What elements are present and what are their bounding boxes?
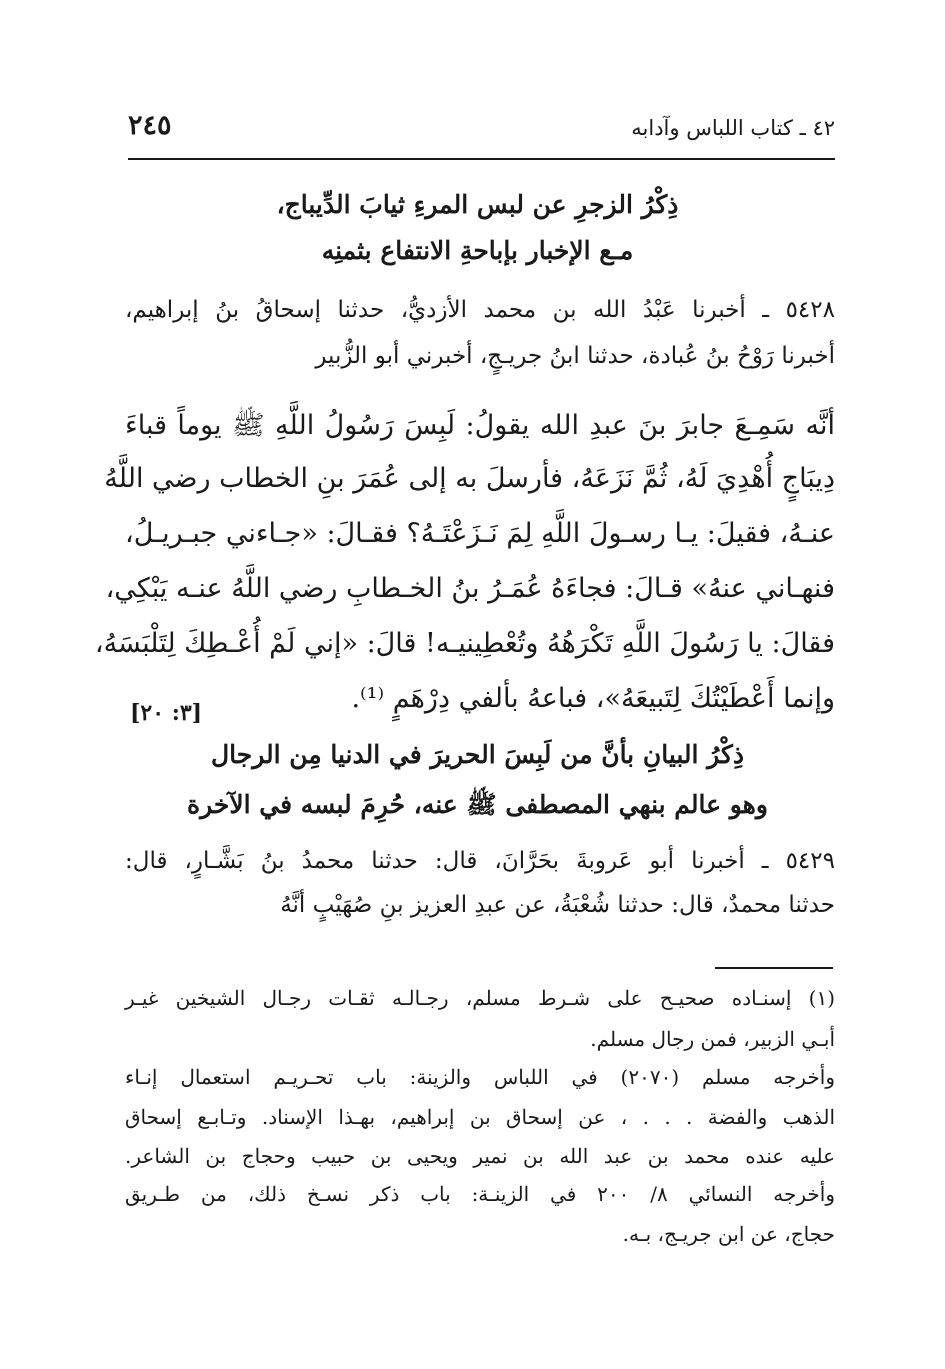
chapter-heading-line: وهو عالم بنهي المصطفى ﷺ عنه، حُرِمَ لبسه في الآخرة <box>187 790 768 819</box>
hadith-isnad-line: أخبرنا رَوْحُ بنُ عُبادة، حدثنا ابنُ جريـجٍ، أخبرني أبو الزُّبير <box>315 343 835 369</box>
footnote-line: (١) إسنـاده صحيـح على شـرط مسلم، رجـالـه ثقـات رجـال الشيخين غيـر <box>125 986 835 1010</box>
book-title: ٤٢ ـ كتاب اللباس وآدابه <box>631 116 835 140</box>
hadith-isnad-line: ٥٤٢٨ ـ أخبرنا عَبْدُ الله بن محمد الأزديُّ، حدثنا إسحاقُ بنُ إبراهيم، <box>125 297 835 323</box>
footnote-line: أبـي الزبير، فمن رجال مسلم. <box>590 1027 835 1051</box>
footnote-line: عليه عنده محمد بن عبد الله بن نمير ويحيى بن حبيب وحجاج بن الشاعر. <box>125 1144 835 1168</box>
hadith-isnad-line: ٥٤٢٩ ـ أخبرنا أبو عَروبةَ بحَرَّانَ، قال: حدثنا محمدُ بنُ بَشَّـارٍ، قال: <box>125 848 835 874</box>
footnote-divider <box>715 967 833 969</box>
footnote-line: وأخرجه مسلم (٢٠٧٠) في اللباس والزينة: باب تحـريـم استعمال إنـاء <box>125 1065 836 1089</box>
chapter-heading-line: ذِكْرُ البيانِ بأنَّ من لَبِسَ الحريرَ في الدنيا مِن الرجال <box>210 740 745 769</box>
header-divider <box>128 158 835 160</box>
page-header <box>128 108 835 158</box>
page-number: ٢٤٥ <box>128 110 172 141</box>
hadith-text-line: عنـهُ، فقيلَ: يـا رسـولَ اللَّهِ لِمَ نَـزَعْتَـهُ؟ فقـالَ: «جـاءني جبـريـلُ، <box>125 518 835 549</box>
footnote-line: وأخرجه النسائي ٨/ ٢٠٠ في الزينـة: باب ذكر نسـخ ذلك، من طـريق <box>125 1182 835 1206</box>
hadith-text-line: أنَّه سَمِـعَ جابرَ بنَ عبدِ الله يقولُ: لَبِسَ رَسُولُ اللَّهِ ﷺ يوماً قباءَ <box>125 410 835 441</box>
footnote-line: حجاج، عن ابن جريـج، بـه. <box>622 1222 835 1246</box>
chapter-heading-line: ذِكْرُ الزجرِ عن لبس المرءِ ثيابَ الدِّيباج، <box>276 190 679 219</box>
hadith-text-line: فقالَ: يا رَسُولَ اللَّهِ تَكْرَهُهُ وتُعْطِينيـه! قالَ: «إني لَمْ أُعْـطِكَ لِتَلْبَسَهُ، <box>94 628 835 659</box>
footnote-line: الذهب والفضة . . . ، عن إسحاق بن إبراهيم، بهـذا الإسناد. وتـابـع إسحاق <box>125 1105 835 1129</box>
chapter-heading-line: مـع الإخبار بإباحةِ الانتفاع بثمنِه <box>321 236 634 265</box>
hadith-isnad-line: حدثنا محمدٌ، قال: حدثنا شُعْبَةُ، عن عبدِ العزيز بنِ صُهَيْبٍ أنَّهُ <box>280 892 835 918</box>
hadith-text-line: فنهـاني عنهُ» قـالَ: فجاءَهُ عُمَـرُ بنُ الخـطابِ رضي اللَّهُ عنـه يَبْكِي، <box>105 573 835 604</box>
hadith-text-line: دِيبَاجٍ أُهْدِيَ لَهُ، ثُمَّ نَزَعَهُ، فأرسلَ به إلى عُمَرَ بنِ الخطاب رضي اللَّهُ <box>104 463 835 494</box>
hadith-text-line: وإنما أَعْطَيْتُكَ لِتَبيعَهُ»، فباعهُ بألفي دِرْهَمٍ ⁽¹⁾. <box>351 683 835 714</box>
hadith-reference: [٣: ٢٠] <box>130 700 203 726</box>
